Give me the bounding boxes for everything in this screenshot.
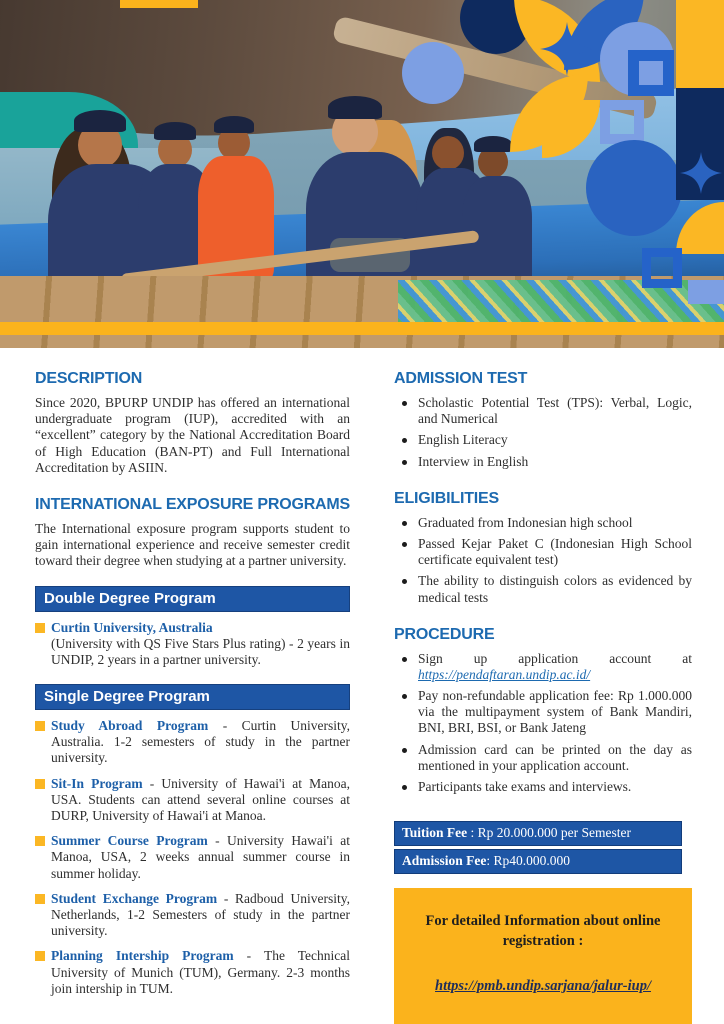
eligibilities-list	[394, 515, 692, 606]
list-item	[394, 515, 692, 531]
person-1-cap	[74, 110, 126, 132]
single-degree-banner-label: Single Degree Program	[44, 688, 210, 706]
bullet-square-icon	[35, 951, 45, 961]
hero-photo	[0, 0, 724, 348]
single-degree-banner	[35, 684, 350, 710]
list-item	[394, 454, 692, 470]
bullet-square-icon	[35, 721, 45, 731]
deco-cornflower-outline	[600, 100, 644, 144]
program-item-study-abroad	[35, 718, 350, 767]
description-heading: DESCRIPTION	[35, 370, 143, 387]
list-item-text: Passed Kejar Paket C (Indonesian High School certificate equivalent test)	[418, 535, 692, 568]
program-title: Summer Course Program	[51, 833, 208, 849]
content-area	[35, 348, 692, 1024]
person-3-cap	[214, 116, 254, 133]
yellow-stripe	[0, 322, 724, 335]
bullet-dot-icon	[402, 542, 407, 547]
bullet-dot-icon	[402, 521, 407, 526]
list-item	[394, 651, 692, 683]
admission-fee-label: Admission Fee	[402, 853, 487, 869]
fees-section	[394, 821, 692, 874]
list-item-text: English Literacy	[418, 432, 508, 448]
list-item	[394, 742, 692, 774]
deco-star-icon	[540, 22, 594, 76]
bullet-dot-icon	[402, 438, 407, 443]
registration-info-text: For detailed Information about online registration :	[425, 913, 661, 949]
procedure-list	[394, 651, 692, 796]
program-desc: - Radboud University, Netherlands, 1-2 Semesters of study in the partner university.	[51, 890, 350, 939]
registration-link[interactable]: https://pmb.undip.sarjana/jalur-iup/	[435, 978, 651, 995]
left-column	[35, 348, 350, 1024]
bullet-dot-icon	[402, 748, 407, 753]
program-desc: - Curtin University, Australia. 1-2 semesters of study in the partner university.	[51, 718, 350, 766]
list-item	[394, 573, 692, 605]
program-desc: - University of Hawai'i at Manoa, USA. Students can attend several online courses at DURP, University of Hawai'i at Manoa.	[51, 775, 350, 823]
bullet-dot-icon	[402, 460, 407, 465]
program-item-sit-in	[35, 776, 350, 825]
list-item-text: Scholastic Potential Test (TPS): Verbal, Logic, and Numerical	[418, 395, 692, 427]
person-4-cap	[328, 96, 382, 119]
list-item-text: Interview in English	[418, 453, 529, 469]
program-title: Sit-In Program	[51, 775, 143, 791]
bullet-dot-icon	[402, 401, 407, 406]
tuition-fee-label: Tuition Fee	[402, 825, 468, 841]
tuition-fee-banner	[394, 821, 682, 846]
admission-fee-banner	[394, 849, 682, 874]
tuition-fee-value: : Rp 20.000.000 per Semester	[467, 825, 631, 841]
geometric-decoration	[414, 0, 724, 310]
list-item	[394, 536, 692, 568]
program-desc: - The Technical University of Munich (TUM), Germany. 2-3 months join intership in TUM.	[51, 948, 351, 996]
bullet-square-icon	[35, 894, 45, 904]
program-title: Curtin University, Australia	[51, 619, 213, 635]
procedure-heading: PROCEDURE	[394, 625, 495, 643]
deco-navy-square	[676, 88, 724, 144]
bullet-dot-icon	[402, 694, 407, 699]
admission-test-heading: ADMISSION TEST	[394, 370, 528, 387]
right-column	[394, 348, 692, 1024]
deco-royal-circle	[586, 140, 682, 236]
program-desc: - University Hawai'i at Manoa, USA, 2 weeks annual summer course in summer holiday.	[51, 833, 350, 881]
program-title: Planning Intership Program	[51, 948, 234, 964]
program-title: Study Abroad Program	[51, 718, 209, 734]
bullet-square-icon	[35, 836, 45, 846]
list-item-text: Admission card can be printed on the day as mentioned in your application account.	[418, 741, 692, 773]
person-2-cap	[154, 122, 196, 140]
admission-test-list	[394, 395, 692, 470]
bullet-dot-icon	[402, 657, 407, 662]
yellow-top-strip	[120, 0, 198, 8]
program-desc: (University with QS Five Stars Plus rating) - 2 years in UNDIP, 2 years in a partner university.	[51, 635, 350, 667]
list-item	[394, 688, 692, 737]
double-degree-banner-label: Double Degree Program	[44, 589, 216, 607]
registration-info-box	[394, 888, 692, 1024]
list-item-text: Pay non-refundable application fee: Rp 1.000.000 via the multipayment system of Bank Mandiri, BNI, BRI, BSI, or Bank Jateng	[418, 688, 692, 736]
bullet-square-icon	[35, 623, 45, 633]
program-item-summer-course	[35, 833, 350, 882]
bullet-square-icon	[35, 779, 45, 789]
international-exposure-heading: INTERNATIONAL EXPOSURE PROGRAMS	[35, 495, 351, 513]
deco-cornflower-circle	[402, 42, 464, 104]
deco-square-outline	[628, 50, 674, 96]
international-exposure-body: The International exposure program supports student to gain international experience and receive semester credit toward their degree when studying at a partner university.	[35, 520, 350, 569]
list-item	[394, 432, 692, 448]
program-item-student-exchange	[35, 891, 350, 940]
list-item	[394, 395, 692, 427]
deco-star-icon-2	[680, 152, 722, 194]
program-item-curtin	[35, 620, 350, 669]
program-item-planning-intership	[35, 948, 350, 997]
registration-account-link[interactable]: https://pendaftaran.undip.ac.id/	[418, 666, 591, 682]
deco-square-outline-2	[642, 248, 682, 288]
deco-yellow-quarter-2	[676, 202, 724, 254]
eligibilities-heading: ELIGIBILITIES	[394, 489, 499, 507]
program-title: Student Exchange Program	[51, 890, 218, 906]
admission-fee-value: : Rp40.000.000	[486, 853, 571, 869]
deco-yellow-rect	[676, 0, 724, 88]
description-body: Since 2020, BPURP UNDIP has offered an international undergraduate program (IUP), accredited with an “excellent” category by the National Accreditation Board of High Education (BAN-PT) and Full International Accreditation by ASIIN.	[35, 395, 350, 475]
bullet-dot-icon	[402, 579, 407, 584]
deco-yellow-quarter	[542, 100, 600, 158]
list-item-text: Participants take exams and interviews.	[418, 779, 632, 794]
deco-cornflower-square	[688, 280, 724, 304]
list-item-text: Graduated from Indonesian high school	[418, 514, 633, 530]
double-degree-banner	[35, 586, 350, 612]
list-item-text: The ability to distinguish colors as evidenced by medical tests	[418, 573, 692, 605]
bullet-dot-icon	[402, 785, 407, 790]
list-item-text: Sign up application account at	[418, 650, 692, 666]
list-item	[394, 779, 692, 795]
